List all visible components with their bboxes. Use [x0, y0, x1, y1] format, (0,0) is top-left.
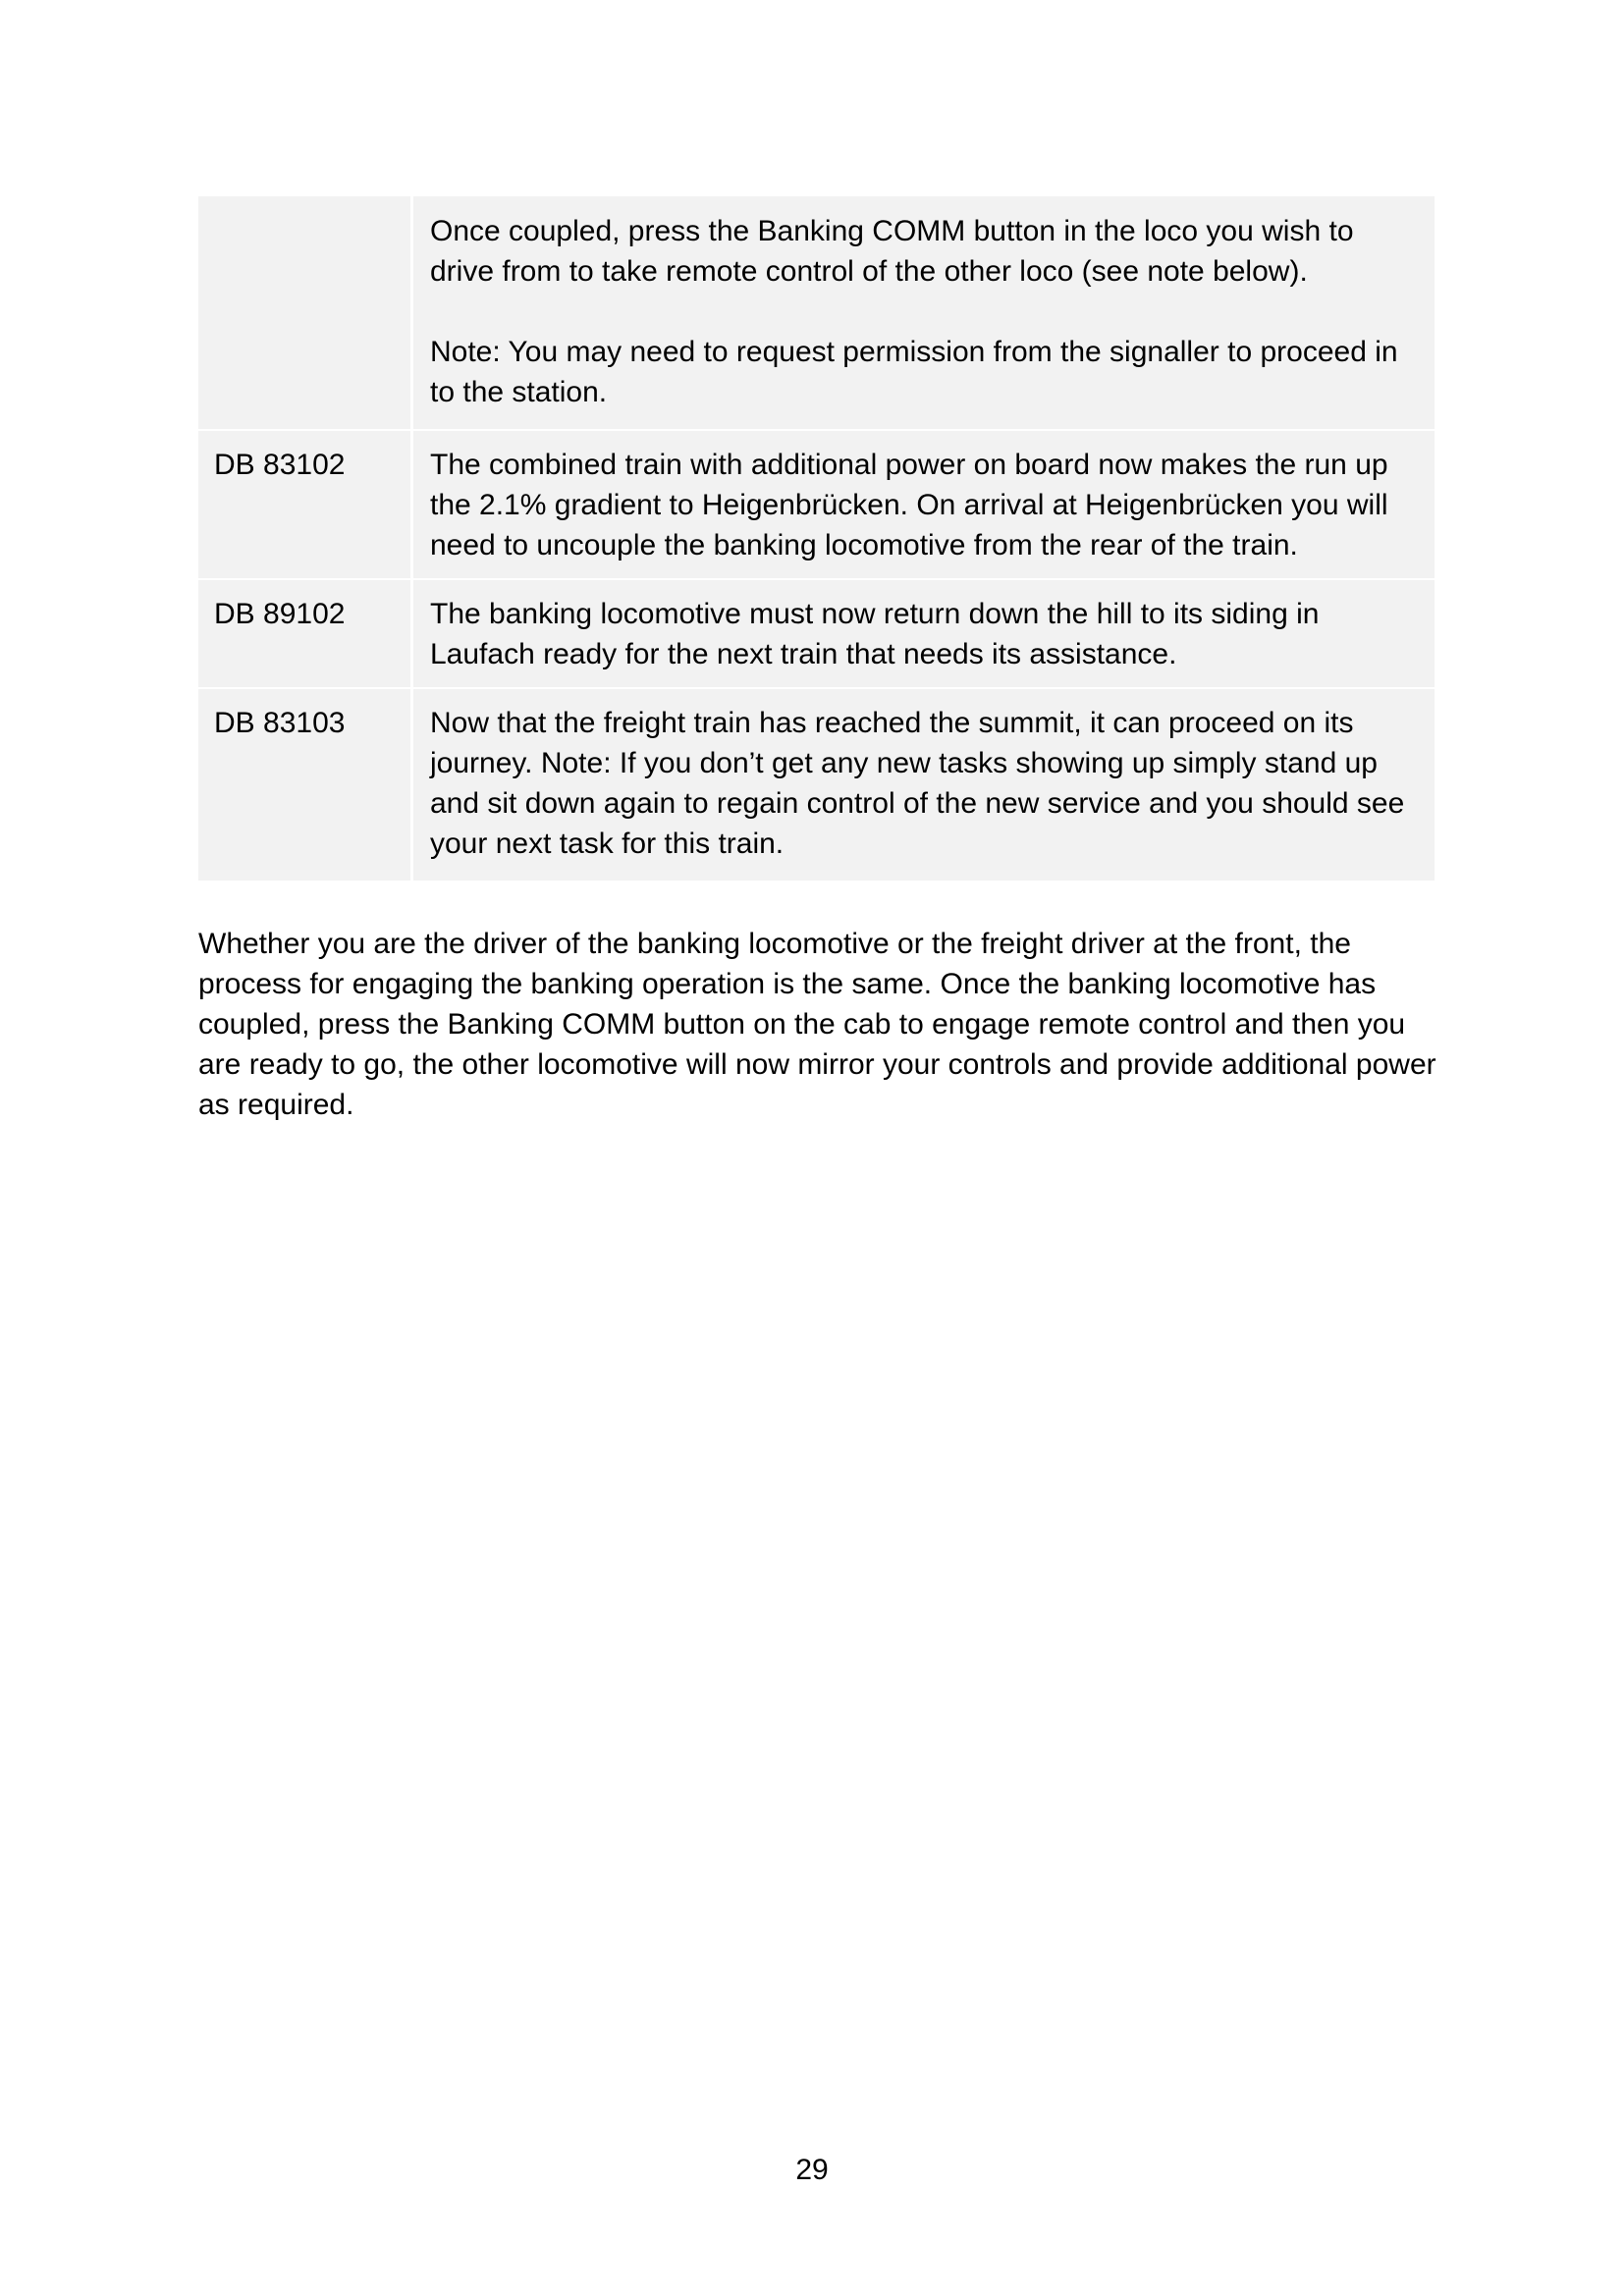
service-id-cell: DB 83102: [198, 430, 412, 579]
service-id-cell: DB 89102: [198, 579, 412, 688]
table-row: [198, 430, 1435, 579]
table-row: [198, 196, 1435, 430]
task-paragraph: Once coupled, press the Banking COMM button in the loco you wish to drive from to take remote control of the other loco (see note below).: [430, 215, 1354, 288]
task-paragraph: Now that the freight train has reached the summit, it can proceed on its journey. Note: If you don’t get any new tasks showing up simply stand up and sit down again to regain control of the new service and you should see your next task for this train.: [430, 707, 1405, 860]
task-paragraph: The banking locomotive must now return down the hill to its siding in Laufach ready for the next train that needs its assistance.: [430, 598, 1320, 670]
task-paragraph: The combined train with additional power on board now makes the run up the 2.1% gradient to Heigenbrücken. On arrival at Heigenbrücken you will need to uncouple the banking locomotive from the rear of the train.: [430, 449, 1388, 561]
task-description-cell: [412, 688, 1435, 881]
service-id-cell: [198, 196, 412, 430]
task-description-cell: [412, 430, 1435, 579]
table-row: [198, 579, 1435, 688]
table-row: [198, 688, 1435, 881]
page-number: 29: [795, 2154, 829, 2186]
task-description-cell: [412, 196, 1435, 430]
task-table: [198, 196, 1435, 881]
service-id-cell: DB 83103: [198, 688, 412, 881]
task-description-cell: [412, 579, 1435, 688]
task-note-paragraph: Note: You may need to request permission from the signaller to proceed in to the station.: [430, 336, 1398, 408]
body-paragraph: Whether you are the driver of the banking locomotive or the freight driver at the front, the process for engaging the banking operation is the same. Once the banking locomotive has coupled, press the Banking COMM button on the cab to engage remote control and then you are ready to go, the other locomotive will now mirror your controls and provide additional power as required.: [198, 928, 1436, 1121]
